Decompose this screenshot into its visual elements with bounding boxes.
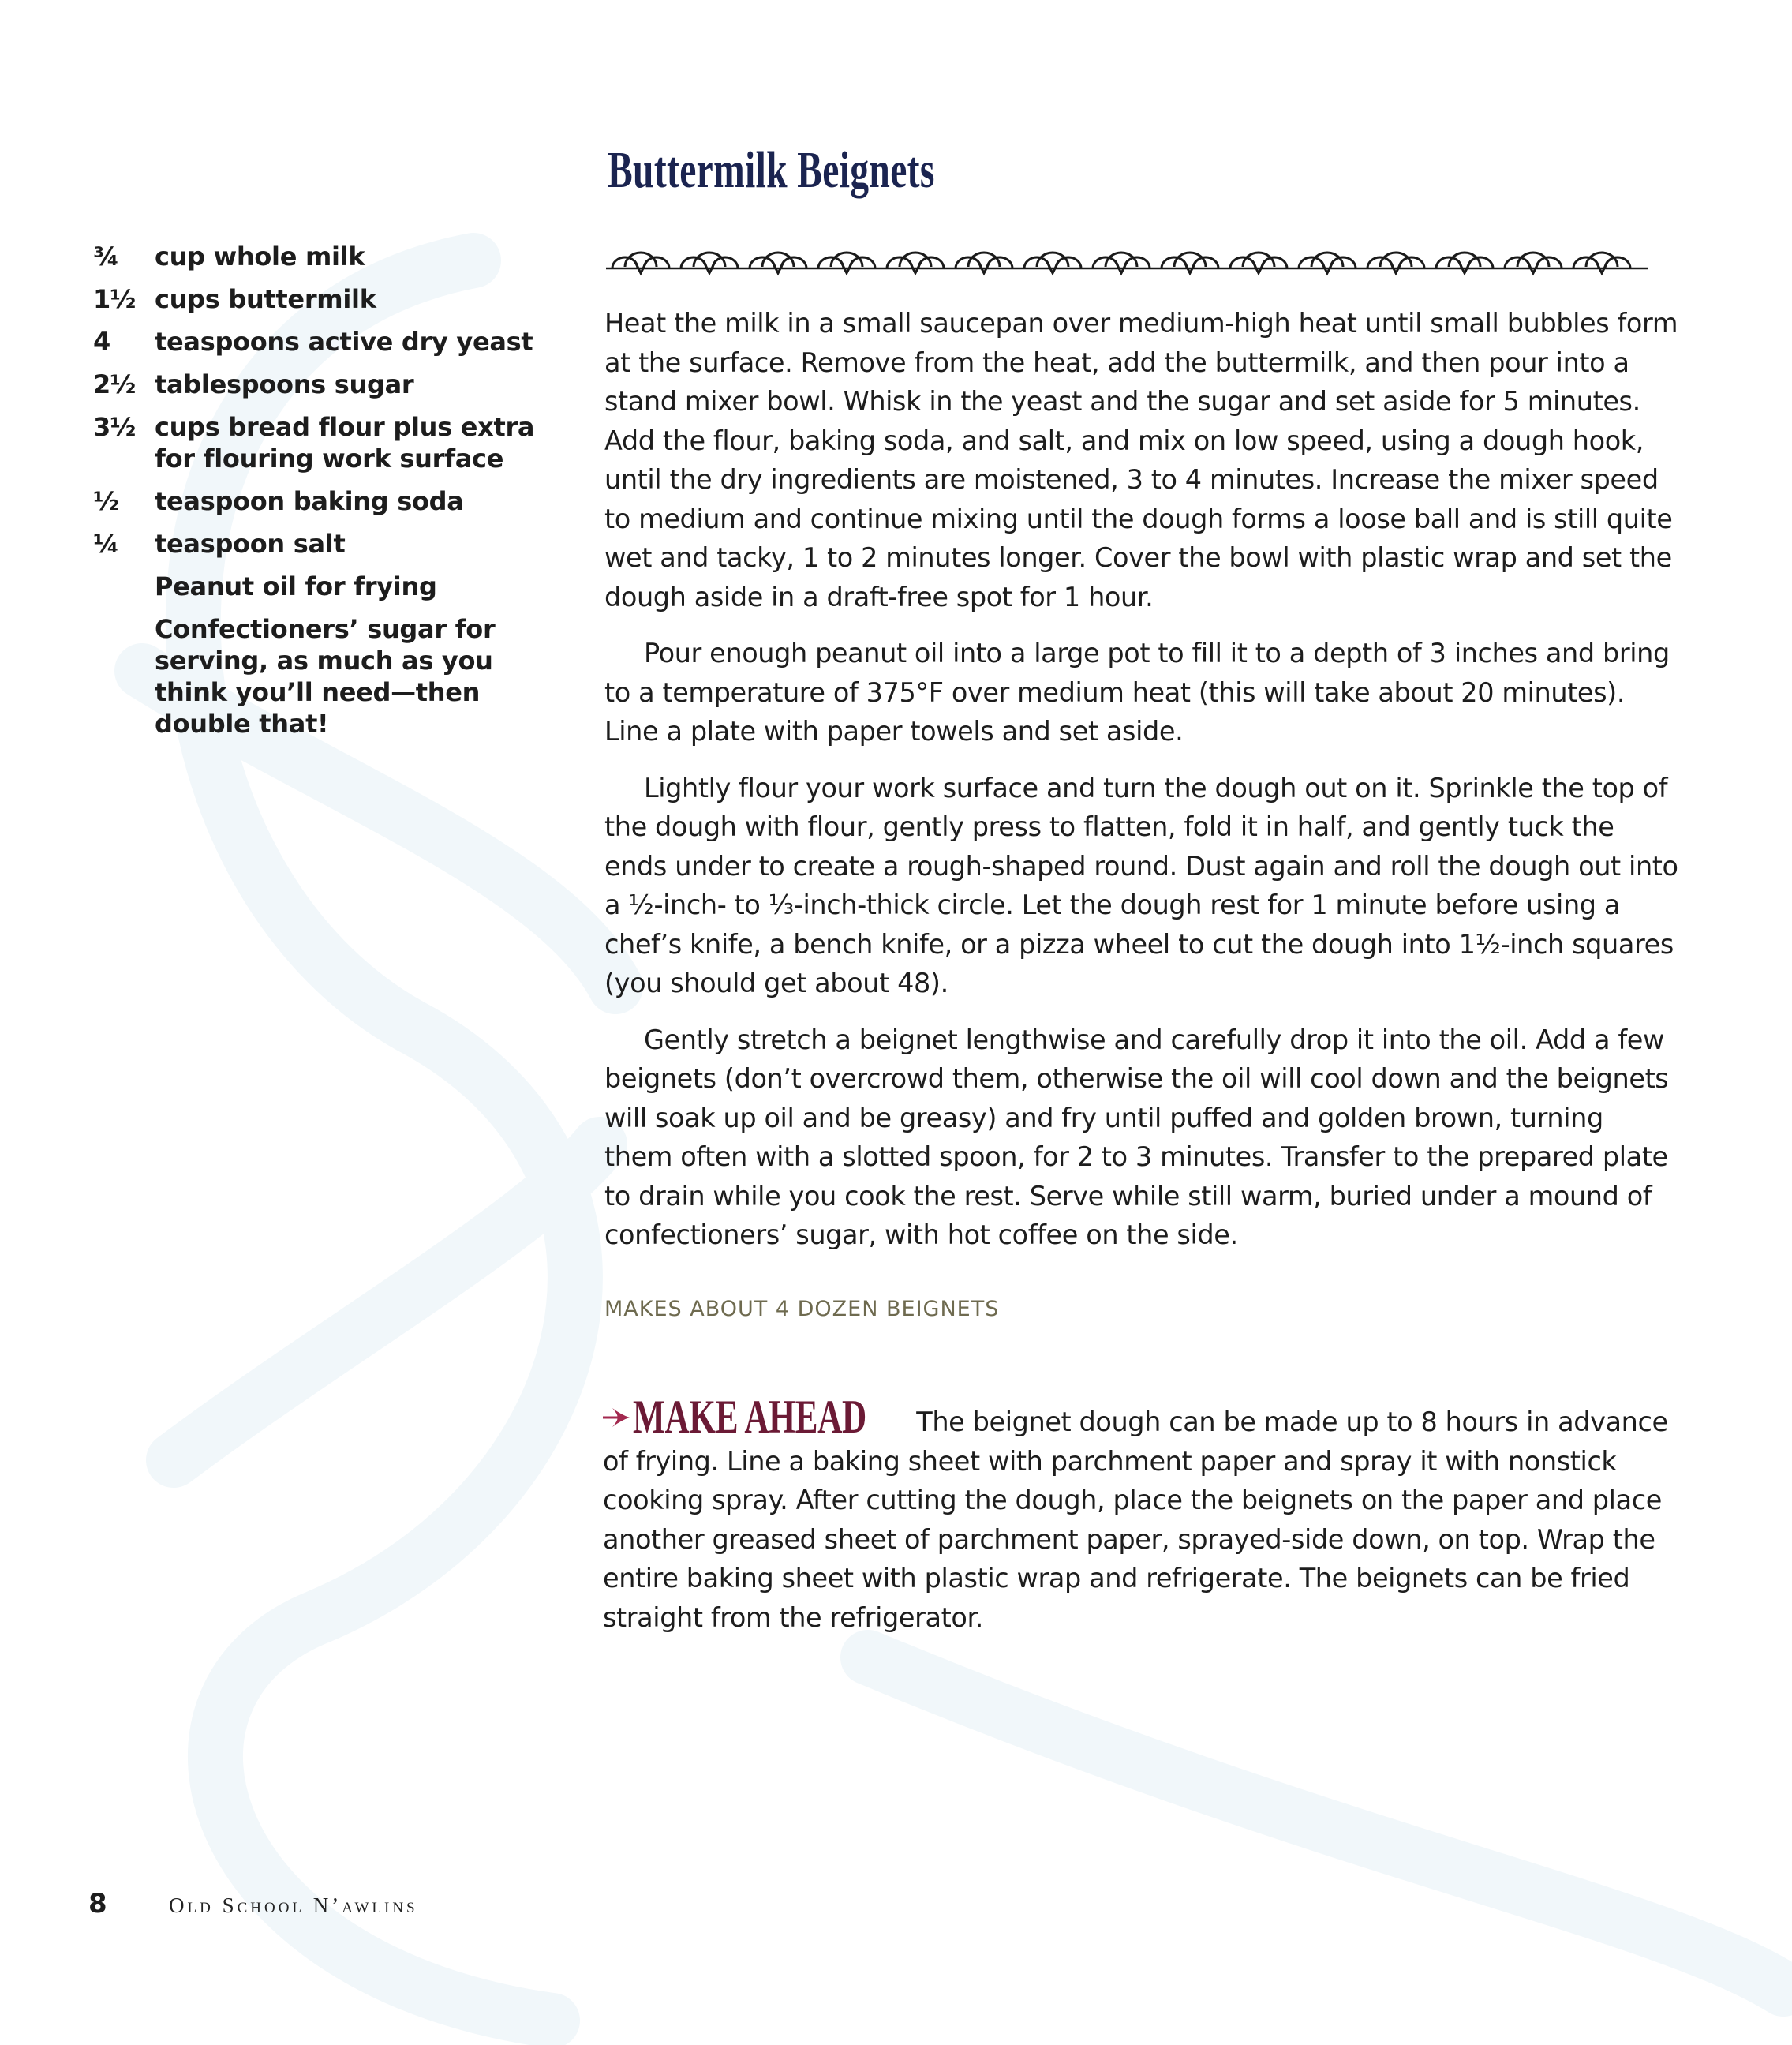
ingredient-item	[93, 369, 535, 400]
ingredient-name: cups buttermilk	[155, 284, 376, 314]
ingredient-item	[93, 326, 535, 358]
ingredient-name: Peanut oil for frying	[155, 571, 437, 601]
ingredient-list	[93, 241, 535, 751]
ingredient-name: cups bread flour plus extra for flouring work surface	[155, 412, 535, 474]
ingredient-quantity: 4	[93, 327, 110, 357]
ingredient-quantity: ½	[93, 486, 119, 516]
ingredient-item	[93, 485, 535, 517]
ingredient-item	[93, 241, 535, 272]
recipe-yield: MAKES ABOUT 4 DOZEN BEIGNETS	[604, 1297, 1000, 1321]
ingredient-quantity	[93, 613, 155, 740]
instruction-paragraph: Heat the milk in a small saucepan over medium-high heat until small bubbles form at the surface. Remove from the heat, add the buttermilk, and then pour into a stand mixer bowl. Whisk in the yeast and the sugar and set aside for 5 minutes. Add the flour, baking soda, and salt, and mix on low speed, using a dough hook, until the dry ingredients are moistened, 3 to 4 minutes. Increase the mixer speed to medium and continue mixing until the dough forms a loose ball and is still quite wet and tacky, 1 to 2 minutes longer. Cover the bowl with plastic wrap and set the dough aside in a draft-free spot for 1 hour.	[604, 308, 1678, 612]
recipe-title: Buttermilk Beignets	[608, 141, 935, 199]
ingredient-quantity: 3½	[93, 412, 136, 442]
ingredient-name: cup whole milk	[155, 242, 365, 272]
fleur-arrow-icon	[603, 1406, 631, 1429]
page-number: 8	[88, 1888, 107, 1920]
instruction-paragraph: Pour enough peanut oil into a large pot to fill it to a depth of 3 inches and bring to a temperature of 375°F over medium heat (this will take about 20 minutes). Line a plate with paper towels and set aside.	[604, 638, 1670, 747]
make-ahead-label: MAKE AHEAD	[633, 1391, 866, 1443]
make-ahead-note	[603, 1391, 1678, 1637]
make-ahead-text: The beignet dough can be made up to 8 hours in advance of frying. Line a baking sheet with parchment paper and spray it with nonstick cooking spray. After cutting the dough, place the beignets on the paper and place another greased sheet of parchment paper, sprayed-side down, on top. Wrap the entire baking sheet with plastic wrap and refrigerate. The beignets can be fried straight from the refrigerator.	[603, 1406, 1668, 1633]
instruction-paragraph: Lightly flour your work surface and turn the dough out on it. Sprinkle the top of the dough with flour, gently press to flatten, fold it in half, and gently tuck the ends under to create a rough-shaped round. Dust again and roll the dough out into a ½-inch- to ⅓-inch-thick circle. Let the dough rest for 1 minute before using a chef’s knife, a bench knife, or a pizza wheel to cut the dough into 1½-inch squares (you should get about 48).	[604, 772, 1678, 998]
ingredient-name: teaspoon salt	[155, 529, 346, 559]
ingredient-item	[93, 613, 535, 740]
ingredient-quantity: 2½	[93, 369, 136, 399]
book-title: Old School N’awlins	[169, 1893, 418, 1917]
ingredient-name: teaspoon baking soda	[155, 486, 464, 516]
ornamental-divider-icon	[606, 249, 1648, 281]
ingredient-quantity: 1½	[93, 284, 136, 314]
ingredient-quantity: ¼	[93, 529, 119, 559]
ingredient-name: tablespoons sugar	[155, 369, 414, 399]
ingredient-name: teaspoons active dry yeast	[155, 327, 533, 357]
instruction-paragraph: Gently stretch a beignet lengthwise and carefully drop it into the oil. Add a few beignets (don’t overcrowd them, otherwise the oil will cool down and the beignets will soak up oil and be greasy) and fry until puffed and golden brown, turning them often with a slotted spoon, for 2 to 3 minutes. Transfer to the prepared plate to drain while you cook the rest. Serve while still warm, buried under a mound of confectioners’ sugar, with hot coffee on the side.	[604, 1024, 1669, 1250]
ingredient-item	[93, 571, 535, 602]
ingredient-item	[93, 528, 535, 560]
ingredient-name: Confectioners’ sugar for serving, as much as you think you’ll need—then double that!	[155, 614, 496, 739]
ingredient-quantity: ¾	[93, 242, 119, 272]
ingredient-quantity	[93, 571, 155, 602]
ingredient-item	[93, 411, 535, 474]
page-footer	[88, 1888, 418, 1920]
ingredient-item	[93, 283, 535, 315]
recipe-instructions	[604, 304, 1679, 1272]
